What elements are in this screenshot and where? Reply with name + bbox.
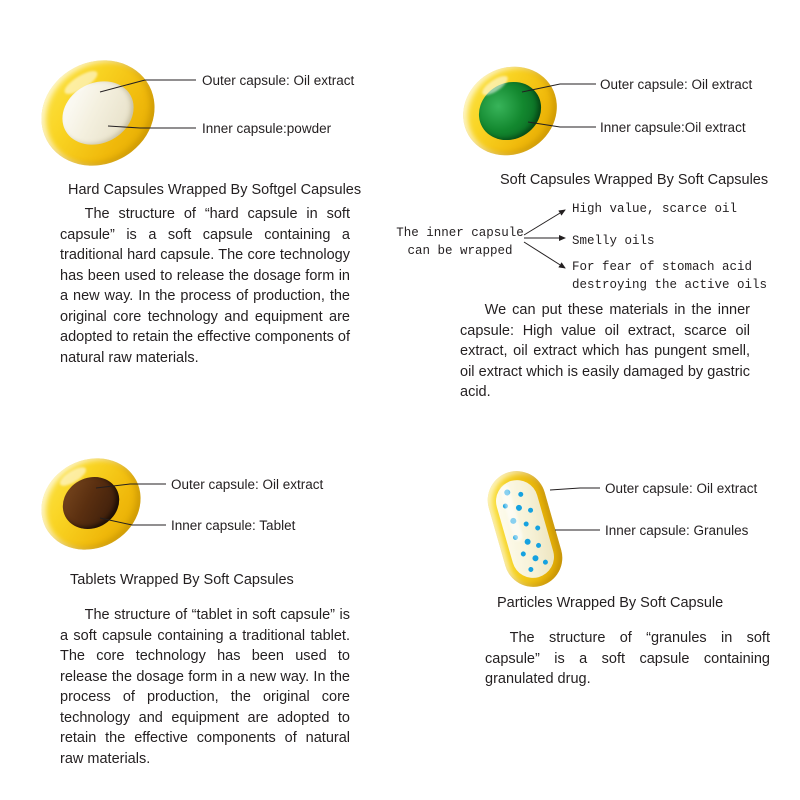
figure-caption: Tablets Wrapped By Soft Capsules (70, 572, 294, 588)
bracket-target-2: Smelly oils (572, 234, 655, 248)
label-outer-capsule: Outer capsule: Oil extract (600, 76, 753, 92)
label-outer-capsule: Outer capsule: Oil extract (605, 480, 758, 496)
label-inner-capsule: Inner capsule:Oil extract (600, 119, 746, 135)
label-inner-capsule: Inner capsule: Granules (605, 522, 749, 538)
leader-lines-granules-in-soft (400, 420, 800, 620)
label-inner-capsule: Inner capsule:powder (202, 120, 332, 136)
label-outer-capsule: Outer capsule: Oil extract (202, 72, 355, 88)
figure-caption: Particles Wrapped By Soft Capsule (497, 595, 724, 611)
bracket-source-line1: The inner capsule (396, 226, 524, 240)
label-inner-capsule: Inner capsule: Tablet (171, 517, 296, 533)
figure-caption: Hard Capsules Wrapped By Softgel Capsules (68, 182, 362, 198)
figure-description: The structure of “tablet in soft capsule” is a soft capsule containing a traditional tablet. The core technology has been used to release the dosage form in a new way. In the process of production, the original core technology and equipment are adopted to retain the effective components of natural raw materials. (60, 607, 350, 768)
figure-caption: Soft Capsules Wrapped By Soft Capsules (500, 172, 769, 188)
figure-hard-in-soft (0, 0, 400, 400)
figure-description: We can put these materials in the inner capsule: High value oil extract, scarce oil extract, oil extract which has pungent smell, oil extract which is easily damaged by gastric acid. (460, 302, 750, 401)
bracket-source-line2: can be wrapped (407, 244, 513, 258)
figure-tablet-in-soft (0, 420, 400, 800)
bracket-target-3-line1: For fear of stomach acid (572, 260, 753, 274)
label-outer-capsule: Outer capsule: Oil extract (171, 476, 324, 492)
figure-description: The structure of “granules in soft capsule” is a soft capsule containing granulated drug. (485, 630, 770, 688)
bracket-target-3-line2: destroying the active oils (572, 278, 768, 292)
figure-granules-in-soft (400, 420, 800, 800)
bracket-target-1: High value, scarce oil (572, 202, 738, 216)
figure-description: The structure of “hard capsule in soft capsule” is a soft capsule containing a traditional hard capsule. The core technology has been used to release the dosage form in a new way. In the process of production, the original core technology and equipment are adopted to retain the effective components of natural raw materials. (60, 206, 350, 367)
figure-soft-in-soft (396, 0, 800, 401)
